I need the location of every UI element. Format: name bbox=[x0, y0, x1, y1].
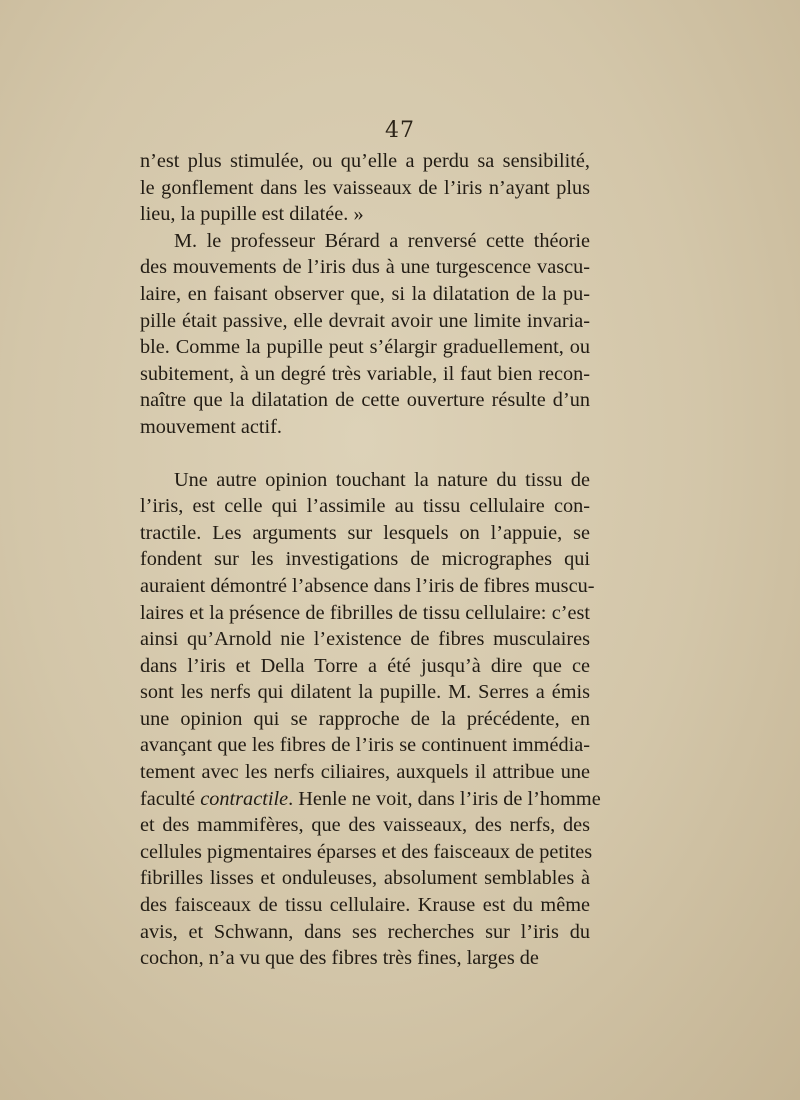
text-line: le gonflement dans les vaisseaux de l’iris n’ayant plus bbox=[140, 176, 590, 199]
text-line: n’est plus stimulée, ou qu’elle a perdu sa sensibilité, bbox=[140, 150, 590, 172]
text-line: pille était passive, elle devrait avoir une limite invaria- bbox=[140, 309, 590, 332]
text-line: mouvement actif. bbox=[140, 415, 282, 438]
text-line: l’iris, est celle qui l’assimile au tissu cellulaire con- bbox=[140, 495, 590, 518]
text-line: naître que la dilatation de cette ouverture résulte d’un bbox=[140, 389, 590, 412]
text-line: cochon, n’a vu que des fibres très fines, larges de bbox=[140, 947, 539, 970]
body-text bbox=[140, 148, 601, 972]
text-line: une opinion qui se rapproche de la précédente, en bbox=[140, 707, 590, 730]
text-line: faculté contractile. Henle ne voit, dans l’iris de l’homme bbox=[140, 787, 601, 810]
text-line: avis, et Schwann, dans ses recherches sur l’iris du bbox=[140, 920, 590, 943]
paragraph-gap bbox=[140, 441, 590, 467]
text-line: ainsi qu’Arnold nie l’existence de fibres musculaires bbox=[140, 628, 590, 651]
paragraph bbox=[140, 228, 590, 441]
text-line: subitement, à un degré très variable, il faut bien recon- bbox=[140, 362, 590, 385]
text-line: et des mammifères, que des vaisseaux, des nerfs, des bbox=[140, 814, 590, 837]
text-line: laire, en faisant observer que, si la dilatation de la pu- bbox=[140, 282, 590, 305]
page-number: 47 bbox=[385, 118, 415, 143]
paragraph bbox=[140, 467, 601, 972]
text-line: fibrilles lisses et onduleuses, absolument semblables à bbox=[140, 867, 590, 890]
text-line: des mouvements de l’iris dus à une turgescence vascu- bbox=[140, 256, 590, 279]
text-line: auraient démontré l’absence dans l’iris de fibres muscu- bbox=[140, 574, 595, 597]
text-line: cellules pigmentaires éparses et des faisceaux de petites bbox=[140, 840, 593, 863]
paragraph bbox=[140, 148, 590, 228]
text-line: M. le professeur Bérard a renversé cette théorie bbox=[174, 229, 590, 252]
text-line: dans l’iris et Della Torre a été jusqu’à dire que ce bbox=[140, 654, 590, 677]
text-line: Une autre opinion touchant la nature du tissu de bbox=[174, 468, 590, 491]
text-line: tement avec les nerfs ciliaires, auxquels il attribue une bbox=[140, 761, 590, 784]
text-line: avançant que les fibres de l’iris se continuent immédia- bbox=[140, 734, 590, 757]
text-line: des faisceaux de tissu cellulaire. Krause est du même bbox=[140, 894, 590, 917]
text-line: lieu, la pupille est dilatée. » bbox=[140, 203, 364, 226]
text-line: ble. Comme la pupille peut s’élargir graduellement, ou bbox=[140, 336, 590, 359]
text-line: sont les nerfs qui dilatent la pupille. M. Serres a émis bbox=[140, 681, 590, 704]
text-line: tractile. Les arguments sur lesquels on l’appuie, se bbox=[140, 521, 590, 544]
text-line: laires et la présence de fibrilles de tissu cellulaire: c’est bbox=[140, 601, 590, 624]
italic-term: contractile bbox=[200, 787, 289, 810]
text-line: fondent sur les investigations de micrographes qui bbox=[140, 548, 590, 571]
